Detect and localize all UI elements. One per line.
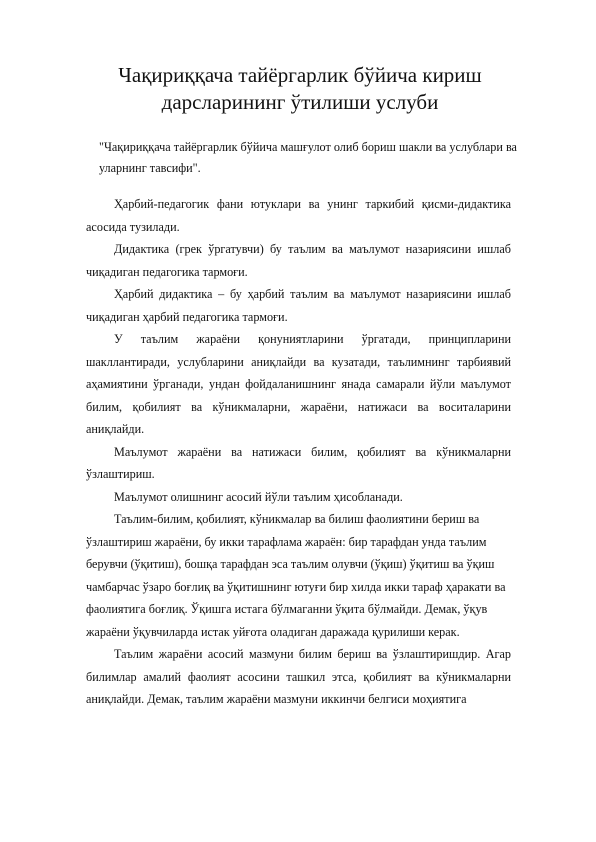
paragraph: Маълумот жараёни ва натижаси билим, қобилият ва кўникмаларни ўзлаштириш. [86, 444, 511, 481]
document-title: Чақириққача тайёргарлик бўйича кириш дарсларининг ўтилиши услуби [118, 63, 482, 114]
paragraph: Таълим-билим, қобилият, кўникмалар ва билиш фаолиятини бериш ва ўзлаштириш жараёни, бу икки тарафлама жараён: бир тарафдан унда таълим берувчи (ўқитиш), бошқа тарафдан эса таълим олувчи (ўқиш) ўқитиш ва ўқиш чамбарчас ўзаро боғлиқ ва ўқитишнинг ютуғи бир хилда икки тараф ҳаракати ва фаолиятига боғлиқ. Ўқишга истага бўлмаганни ўқита бўлмайди. Демак, ўқув жараёни ўқувчиларда истак уйғота оладиган даражада қурилиши керак. [86, 512, 506, 639]
paragraph: Таълим жараёни асосий мазмуни билим бериш ва ўзлаштиришдир. Агар билимлар амалий фаолият асосини ташкил этса, қобилият ва кўникмаларни аниқлайди. Демак, таълим жараёни мазмуни иккинчи белгиси моҳиятига [86, 647, 511, 706]
paragraph: Дидактика (грек ўргатувчи) бу таълим ва маълумот назариясини ишлаб чиқадиган педагогика тармоғи. [86, 242, 511, 279]
paragraph: Маълумот олишнинг асосий йўли таълим ҳисобланади. [114, 489, 403, 504]
document-subtitle: "Чақириққача тайёргарлик бўйича машғулот олиб бориш шакли ва услублари ва уларнинг тавсифи". [99, 140, 517, 175]
document-body [86, 193, 511, 711]
paragraph: Ҳарбий дидактика – бу ҳарбий таълим ва маълумот назариясини ишлаб чиқадиган ҳарбий педагогика тармоғи. [86, 287, 511, 324]
paragraph: У таълим жараёни қонуниятларини ўргатади, принципларини шакллантиради, услубларини аниқлайди ва кузатади, таълимнинг тарбиявий аҳамиятини ўрганади, ундан фойдаланишнинг янада самарали йўли маълумот билим, қобилият ва кўникмаларни, жараёни, натижаси ва воситаларини аниқлайди. [86, 332, 511, 436]
paragraph: Ҳарбий-педагогик фани ютуклари ва унинг таркибий қисми-дидактика асосида тузилади. [86, 197, 511, 234]
